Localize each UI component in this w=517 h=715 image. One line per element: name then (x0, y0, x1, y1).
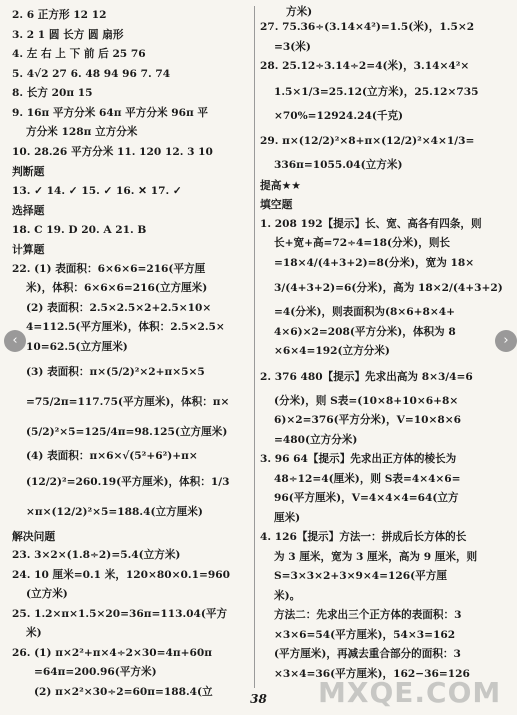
answer-line: =75/2π=117.75(平方厘米)，体积：π× (26, 396, 230, 408)
answer-line: 5. 4√2 27 6. 48 94 96 7. 74 (12, 67, 171, 80)
answer-line: 4. 126【提示】方法一：拼成后长方体的长 (260, 531, 467, 543)
answer-line: (立方米) (26, 588, 68, 600)
answer-line: 米)，体积：6×6×6=216(立方厘米) (26, 282, 208, 294)
section-heading: 填空题 (260, 198, 293, 211)
continued-line: 方米) (286, 6, 313, 18)
page-number: 38 (250, 692, 267, 706)
watermark: MXQE.COM (318, 676, 502, 709)
answer-line: 6)×2=376(平方分米)，V=10×8×6 (274, 414, 461, 426)
answer-line: ×3×6=54(平方厘米)，54×3=162 (274, 628, 456, 641)
answer-line: 27. 75.36÷(3.14×4²)=1.5(米)，1.5×2 (260, 21, 475, 33)
left-column (12, 6, 248, 702)
answer-line: 3/(4+3+2)=6(分米)，高为 18×2/(4+3+2) (274, 282, 503, 294)
column-divider (254, 6, 255, 688)
answer-line: (5/2)²×5=125/4π=98.125(立方厘米) (26, 426, 228, 438)
answer-line: 29. π×(12/2)²×8+π×(12/2)²×4×1/3= (260, 135, 475, 147)
answer-line: 23. 3×2×(1.8÷2)=5.4(立方米) (12, 549, 181, 561)
answer-line: 26. (1) π×2²+π×4÷2×30=4π+60π (12, 646, 212, 659)
section-heading: 提高★★ (260, 178, 301, 192)
answer-line: 米)。 (274, 589, 301, 602)
answer-line: (4) 表面积：π×6×√(5²+6²)+π× (26, 450, 198, 462)
answer-line: 96(平方厘米)，V=4×4×4=64(立方 (274, 492, 459, 504)
answer-line: 25. 1.2×π×1.5×20=36π=113.04(平方 (12, 607, 228, 620)
answer-line: 336π=1055.04(立方米) (274, 159, 403, 171)
answer-line: ×70%=12924.24(千克) (274, 109, 404, 122)
answer-line: 为 3 厘米，宽为 3 厘米，高为 9 厘米，则 (274, 550, 478, 563)
answer-line: (2) π×2²×30÷2=60π=188.4(立 (34, 685, 213, 698)
answer-line: 方法二：先求出三个正方体的表面积：3 (274, 609, 462, 621)
answer-line: =64π=200.96(平方米) (34, 666, 157, 678)
answer-line: ×π×(12/2)²×5=188.4(立方厘米) (26, 505, 203, 518)
answer-line: 4=112.5(平方厘米)，体积：2.5×2.5× (26, 321, 225, 333)
section-heading: 解决问题 (12, 529, 56, 543)
answer-line: 24. 10 厘米=0.1 米，120×80×0.1=960 (12, 568, 230, 581)
answer-line: 13. ✓ 14. ✓ 15. ✓ 16. ✕ 17. ✓ (12, 184, 182, 197)
answer-line: (2) 表面积：2.5×2.5×2+2.5×10× (26, 301, 212, 314)
answer-line: 18. C 19. D 20. A 21. B (12, 223, 147, 236)
answer-line: =4(分米)，则表面积为(8×6+8×4+ (274, 306, 456, 318)
answer-line: (分米)，则 S表=(10×8+10×6+8× (274, 394, 459, 407)
answer-line: 2. 376 480【提示】先求出高为 8×3/4=6 (260, 370, 473, 383)
answer-line: =3(米) (274, 40, 311, 53)
answer-line: (3) 表面积：π×(5/2)²×2+π×5×5 (26, 366, 205, 378)
answer-line: S=3×3×2+3×9×4=126(平方厘 (274, 570, 447, 582)
answer-line: (平方厘米)，再减去重合部分的面积：3 (274, 648, 461, 660)
answer-line: (12/2)²=260.19(平方厘米)，体积：1/3 (26, 475, 230, 488)
answer-line: ×6×4=192(立方分米) (274, 345, 390, 357)
answer-line: 长+宽+高=72÷4=18(分米)，则长 (274, 237, 451, 249)
answer-line: 1.5×1/3=25.12(立方米)，25.12×735 (274, 85, 479, 98)
next-page-icon[interactable]: › (495, 330, 517, 352)
answer-line: 9. 16π 平方分米 64π 平方分米 96π 平 (12, 106, 209, 119)
section-heading: 判断题 (12, 165, 45, 178)
answer-line: 3. 96 64【提示】先求出正方体的棱长为 (260, 453, 457, 465)
answer-line: 3. 2 1 圆 长方 圆 扇形 (12, 28, 124, 41)
answer-line: 方分米 128π 立方分米 (26, 126, 138, 138)
answer-line: 厘米) (274, 511, 301, 524)
answer-line: 10=62.5(立方厘米) (26, 340, 128, 353)
answer-line: 4. 左 右 上 下 前 后 25 76 (12, 48, 146, 60)
prev-page-icon[interactable]: ‹ (4, 330, 26, 352)
answer-line: 28. 25.12÷3.14÷2=4(米)，3.14×4²× (260, 60, 470, 72)
answer-line: 1. 208 192【提示】长、宽、高各有四条，则 (260, 217, 482, 230)
answer-line: ×3×4=36(平方厘米)，162−36=126 (274, 667, 470, 680)
answer-line: =480(立方分米) (274, 433, 358, 446)
answer-line: 22. (1) 表面积：6×6×6=216(平方厘 (12, 262, 206, 275)
answer-line: 10. 28.26 平方分米 11. 120 12. 3 10 (12, 145, 213, 158)
answer-line: =18×4/(4+3+2)=8(分米)，宽为 18× (274, 256, 475, 269)
answer-line: 4×6)×2=208(平方分米)，体积为 8 (274, 325, 456, 338)
section-heading: 选择题 (12, 204, 45, 217)
right-column (260, 6, 508, 684)
answer-line: 8. 长方 20π 15 (12, 87, 93, 99)
answer-line: 48÷12=4(厘米)，则 S表=4×4×6= (274, 472, 461, 485)
answer-line: 米) (26, 627, 42, 639)
section-heading: 计算题 (12, 243, 45, 256)
answer-line: 2. 6 正方形 12 12 (12, 9, 107, 21)
